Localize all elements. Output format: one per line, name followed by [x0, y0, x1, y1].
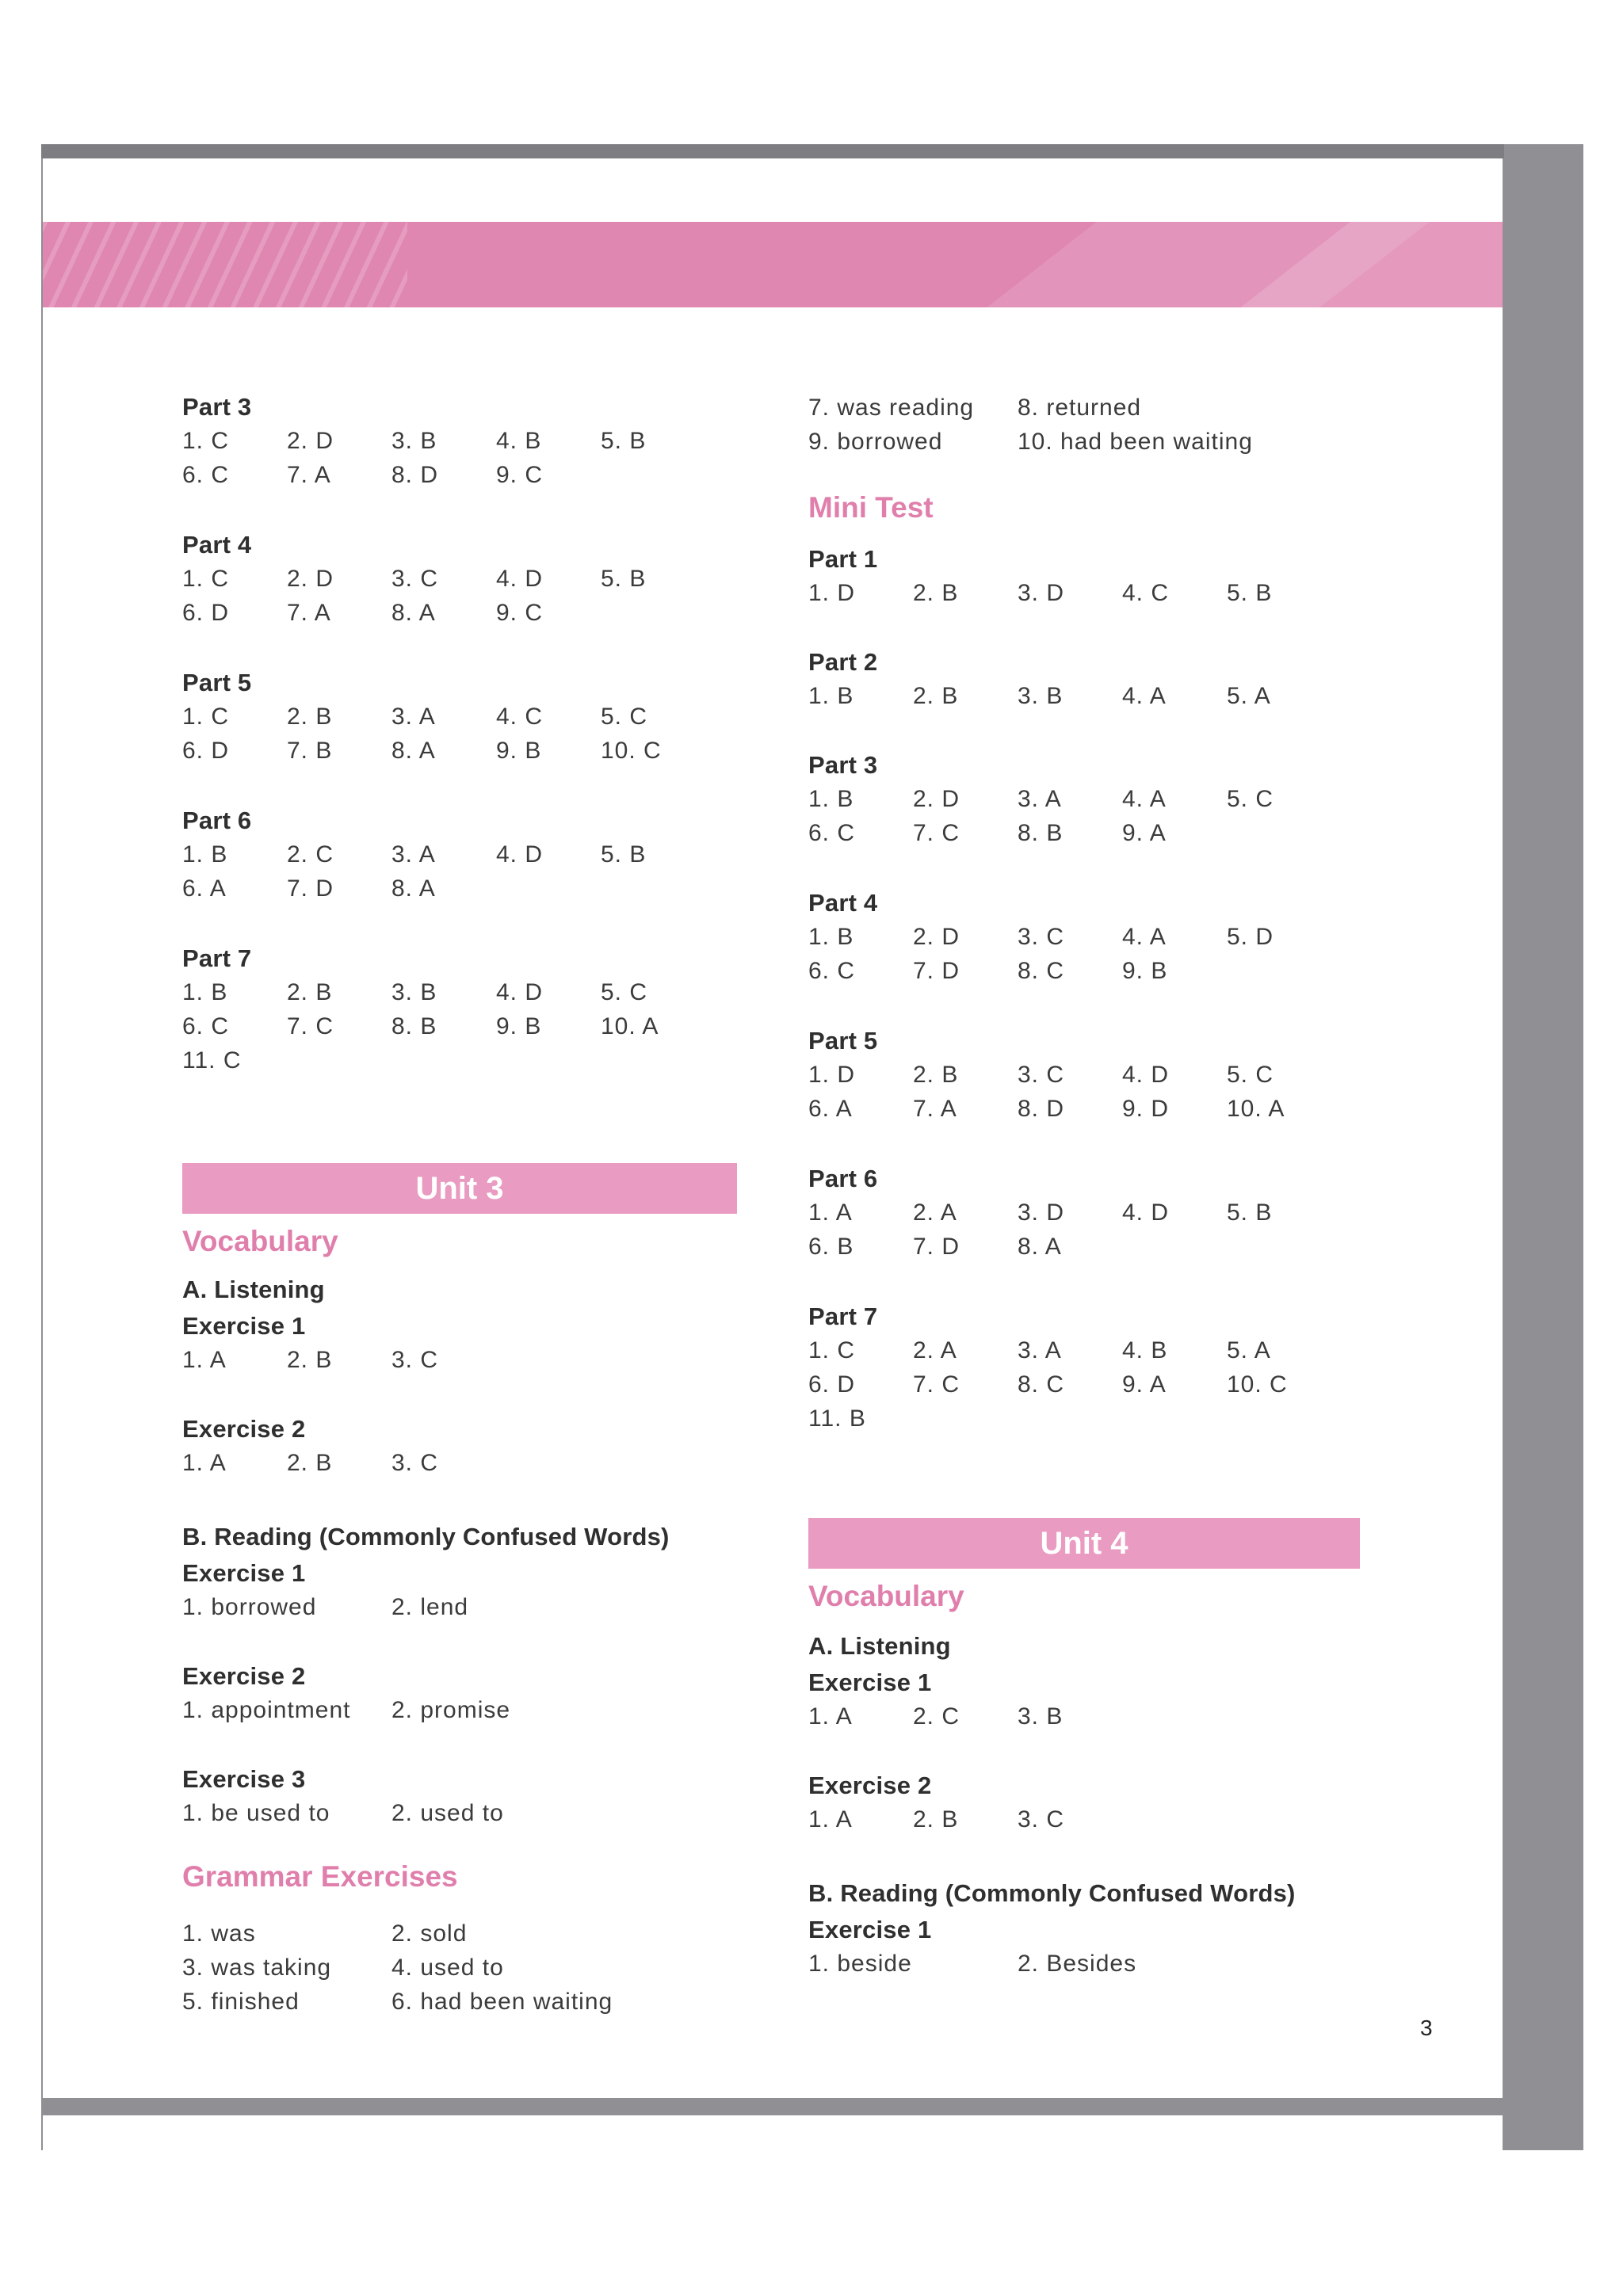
part-heading: Exercise 1 — [182, 1312, 306, 1340]
answer-item: 6. A — [808, 1096, 853, 1122]
grammar-title: Grammar Exercises — [182, 1860, 458, 1893]
answer-item: 5. C — [1227, 786, 1274, 812]
answer-item: 1. D — [808, 1062, 856, 1088]
answer-item: 10. A — [1227, 1096, 1285, 1122]
answer-item: 11. C — [182, 1047, 242, 1074]
answer-item: 8. D — [1018, 1096, 1065, 1122]
answer-item: 5. A — [1227, 683, 1271, 709]
answer-item: 5. B — [1227, 580, 1273, 606]
answer-item: 10. A — [601, 1013, 659, 1039]
answer-item: 2. B — [913, 580, 959, 606]
answer-item: 2. B — [287, 979, 333, 1005]
answer-item: 8. C — [1018, 958, 1065, 984]
answer-item: 9. C — [496, 600, 544, 626]
answer-item: 1. A — [182, 1347, 227, 1373]
part-heading: Part 4 — [182, 531, 252, 559]
answer-item: 7. A — [287, 462, 331, 488]
listening-title: A. Listening — [182, 1276, 325, 1303]
answer-item: 6. C — [182, 462, 230, 488]
answer-item: 6. A — [182, 875, 227, 902]
answer-item: 3. B — [391, 979, 437, 1005]
answer-item: 1. C — [182, 566, 230, 592]
listening-title: A. Listening — [808, 1632, 951, 1660]
answer-item: 4. D — [496, 566, 544, 592]
part-heading: Exercise 1 — [808, 1669, 932, 1696]
answer-item: 5. C — [601, 979, 648, 1005]
answer-item: 11. B — [808, 1405, 866, 1432]
answer-item: 3. A — [1018, 786, 1062, 812]
answer-item: 7. D — [287, 875, 334, 902]
answer-item: 8. A — [391, 600, 436, 626]
answer-item: 5. C — [1227, 1062, 1274, 1088]
answer-item: 3. B — [1018, 683, 1064, 709]
answer-item: 4. B — [496, 428, 542, 454]
answer-item: 4. A — [1122, 683, 1167, 709]
answer-item: 3. B — [391, 428, 437, 454]
answer-item: 5. B — [601, 566, 647, 592]
answer-item: 1. A — [808, 1199, 853, 1226]
answer-item: 1. B — [182, 841, 228, 868]
answer-item: 7. C — [287, 1013, 334, 1039]
answer-item: 2. A — [913, 1199, 957, 1226]
part-heading: Exercise 1 — [182, 1559, 306, 1587]
answer-item: 7. B — [287, 738, 333, 764]
unit-title-bar: Unit 3 — [182, 1163, 737, 1214]
part-heading: Part 3 — [808, 751, 878, 779]
answer-item: 2. C — [287, 841, 334, 868]
part-heading: Part 3 — [182, 393, 252, 421]
answer-item: 5. C — [601, 704, 648, 730]
answer-item: 5. B — [601, 428, 647, 454]
banner-stripes-decoration — [43, 222, 407, 307]
answer-item: 6. had been waiting — [391, 1989, 613, 2015]
vocabulary-title: Vocabulary — [808, 1580, 964, 1612]
answer-item: 1. be used to — [182, 1800, 330, 1826]
answer-item: 8. A — [391, 875, 436, 902]
part-heading: Exercise 1 — [808, 1916, 932, 1943]
answer-item: 7. C — [913, 1371, 960, 1398]
answer-item: 8. A — [391, 738, 436, 764]
answer-item: 2. B — [287, 704, 333, 730]
answer-item: 1. A — [808, 1703, 853, 1730]
answer-item: 4. C — [1122, 580, 1170, 606]
answer-item: 7. D — [913, 1234, 960, 1260]
answer-item: 1. appointment — [182, 1697, 351, 1723]
answer-item: 9. B — [496, 1013, 542, 1039]
answer-item: 2. B — [913, 1806, 959, 1833]
answer-item: 2. Besides — [1018, 1951, 1137, 1977]
part-heading: Part 6 — [182, 807, 252, 834]
mini-test-title: Mini Test — [808, 491, 934, 524]
answer-item: 4. A — [1122, 786, 1167, 812]
part-heading: Part 4 — [808, 889, 878, 917]
part-heading: Part 5 — [182, 669, 252, 696]
answer-item: 9. B — [1122, 958, 1168, 984]
answer-item: 2. lend — [391, 1594, 469, 1620]
answer-item: 2. A — [913, 1337, 957, 1363]
answer-item: 8. B — [391, 1013, 437, 1039]
answer-item: 1. B — [808, 683, 854, 709]
answer-item: 5. B — [601, 841, 647, 868]
answer-item: 6. B — [808, 1234, 854, 1260]
answer-item: 3. A — [1018, 1337, 1062, 1363]
answer-item: 1. beside — [808, 1951, 912, 1977]
answer-item: 2. B — [913, 1062, 959, 1088]
answer-item: 4. B — [1122, 1337, 1168, 1363]
answer-item: 3. C — [1018, 1806, 1065, 1833]
answer-item: 1. D — [808, 580, 856, 606]
answer-item: 4. A — [1122, 924, 1167, 950]
part-heading: Part 7 — [808, 1302, 878, 1330]
answer-item: 6. C — [182, 1013, 230, 1039]
answer-item: 7. A — [913, 1096, 957, 1122]
answer-item: 1. A — [808, 1806, 853, 1833]
part-heading: Part 7 — [182, 944, 252, 972]
answer-item: 3. C — [391, 566, 439, 592]
answer-item: 4. D — [1122, 1062, 1170, 1088]
answer-item: 8. B — [1018, 820, 1064, 846]
answer-item: 4. D — [496, 979, 544, 1005]
answer-item: 1. borrowed — [182, 1594, 317, 1620]
answer-item: 10. had been waiting — [1018, 429, 1253, 455]
answer-item: 10. C — [601, 738, 662, 764]
answer-item: 3. A — [391, 841, 436, 868]
answer-item: 6. D — [182, 600, 230, 626]
answer-item: 8. A — [1018, 1234, 1062, 1260]
answer-item: 4. C — [496, 704, 544, 730]
answer-item: 3. D — [1018, 1199, 1065, 1226]
answer-item: 2. used to — [391, 1800, 504, 1826]
answer-item: 3. was taking — [182, 1955, 332, 1981]
answer-item: 7. A — [287, 600, 331, 626]
answer-item: 1. C — [182, 704, 230, 730]
reading-title: B. Reading (Commonly Confused Words) — [182, 1523, 670, 1550]
vocabulary-title: Vocabulary — [182, 1225, 338, 1257]
answer-item: 3. C — [391, 1347, 439, 1373]
answer-item: 7. C — [913, 820, 960, 846]
answer-item: 3. D — [1018, 580, 1065, 606]
answer-item: 5. B — [1227, 1199, 1273, 1226]
answer-item: 3. C — [1018, 924, 1065, 950]
part-heading: Part 6 — [808, 1165, 878, 1192]
answer-item: 3. C — [391, 1450, 439, 1476]
answer-item: 2. D — [287, 566, 334, 592]
answer-item: 8. returned — [1018, 395, 1142, 421]
part-heading: Exercise 2 — [808, 1772, 932, 1799]
answer-item: 7. was reading — [808, 395, 975, 421]
answer-item: 8. C — [1018, 1371, 1065, 1398]
answer-item: 1. A — [182, 1450, 227, 1476]
part-heading: Exercise 2 — [182, 1662, 306, 1690]
next-page-edge — [43, 2115, 1503, 2150]
answer-item: 9. C — [496, 462, 544, 488]
answer-item: 7. D — [913, 958, 960, 984]
answer-item: 1. B — [182, 979, 228, 1005]
answer-item: 6. C — [808, 820, 856, 846]
answer-item: 2. D — [913, 924, 960, 950]
answer-item: 1. B — [808, 924, 854, 950]
part-heading: Exercise 3 — [182, 1765, 306, 1793]
answer-item: 2. B — [287, 1450, 333, 1476]
answer-item: 5. finished — [182, 1989, 300, 2015]
answer-item: 10. C — [1227, 1371, 1288, 1398]
answer-item: 1. was — [182, 1920, 256, 1947]
answer-item: 4. D — [1122, 1199, 1170, 1226]
header-banner — [43, 222, 1503, 307]
part-heading: Part 5 — [808, 1027, 878, 1055]
answer-item: 2. B — [287, 1347, 333, 1373]
answer-item: 1. B — [808, 786, 854, 812]
answer-item: 9. A — [1122, 1371, 1167, 1398]
part-heading: Exercise 2 — [182, 1415, 306, 1443]
unit-title-bar: Unit 4 — [808, 1518, 1360, 1569]
answer-item: 1. C — [808, 1337, 856, 1363]
answer-item: 4. D — [496, 841, 544, 868]
answer-item: 2. B — [913, 683, 959, 709]
answer-item: 2. D — [287, 428, 334, 454]
answer-item: 9. D — [1122, 1096, 1170, 1122]
answer-item: 3. B — [1018, 1703, 1064, 1730]
answer-item: 2. promise — [391, 1697, 511, 1723]
page-top-shadow — [41, 144, 1504, 158]
answer-item: 6. D — [182, 738, 230, 764]
answer-item: 6. C — [808, 958, 856, 984]
reading-title: B. Reading (Commonly Confused Words) — [808, 1879, 1296, 1907]
page-number: 3 — [1420, 2016, 1433, 2040]
answer-item: 2. C — [913, 1703, 960, 1730]
answer-item: 1. C — [182, 428, 230, 454]
answer-item: 8. D — [391, 462, 439, 488]
part-heading: Part 2 — [808, 648, 878, 676]
document-page — [43, 158, 1503, 2098]
answer-item: 6. D — [808, 1371, 856, 1398]
answer-item: 3. A — [391, 704, 436, 730]
answer-item: 4. used to — [391, 1955, 504, 1981]
answer-item: 9. B — [496, 738, 542, 764]
part-heading: Part 1 — [808, 545, 878, 573]
answer-item: 9. borrowed — [808, 429, 943, 455]
answer-item: 5. A — [1227, 1337, 1271, 1363]
answer-item: 2. D — [913, 786, 960, 812]
answer-item: 2. sold — [391, 1920, 468, 1947]
answer-item: 9. A — [1122, 820, 1167, 846]
answer-item: 3. C — [1018, 1062, 1065, 1088]
answer-item: 5. D — [1227, 924, 1274, 950]
